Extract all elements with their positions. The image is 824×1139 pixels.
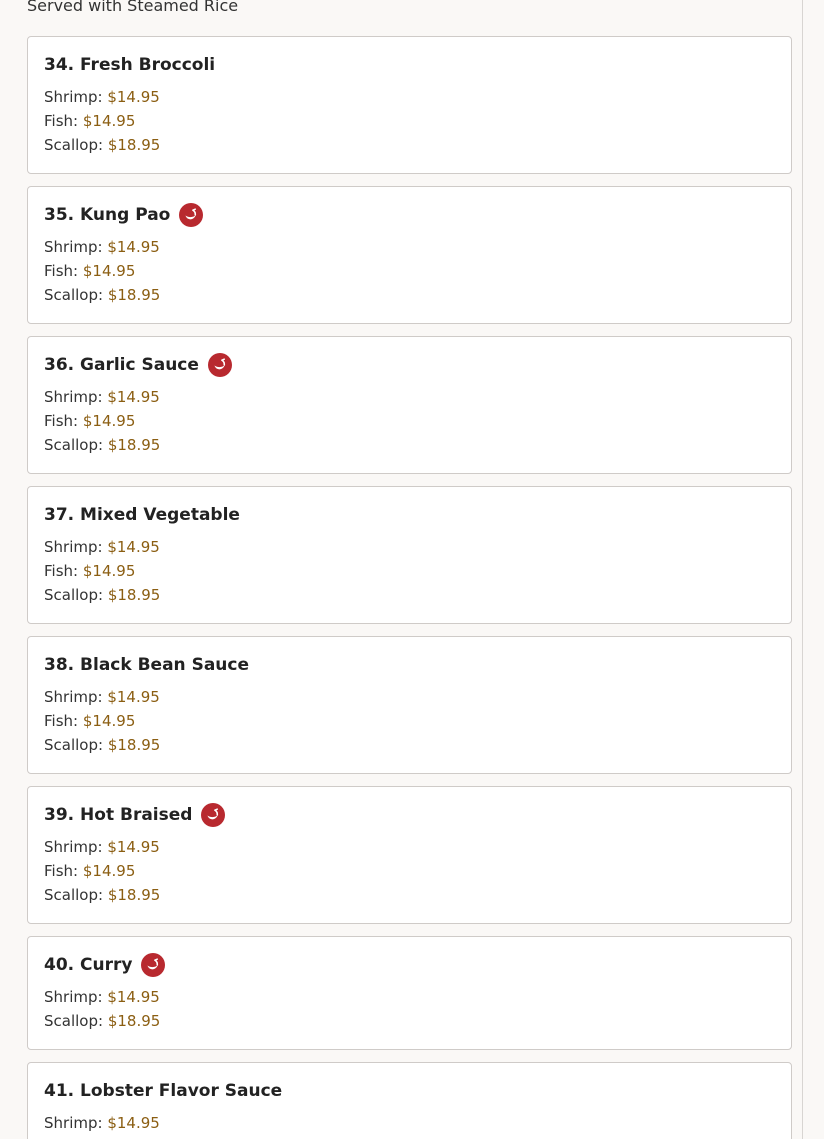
price-label: Shrimp: <box>44 238 103 256</box>
price-row <box>44 835 775 859</box>
menu-item-card[interactable] <box>27 36 792 174</box>
menu-item-card[interactable] <box>27 336 792 474</box>
price-value: $14.95 <box>107 688 160 706</box>
chili-pepper-icon <box>179 203 203 227</box>
price-value: $14.95 <box>107 238 160 256</box>
menu-item-header <box>44 501 775 529</box>
price-row <box>44 685 775 709</box>
price-row <box>44 559 775 583</box>
price-row <box>44 235 775 259</box>
price-row <box>44 259 775 283</box>
price-row <box>44 535 775 559</box>
menu-item-header <box>44 51 775 79</box>
price-value: $14.95 <box>82 862 136 880</box>
price-label: Fish: <box>44 712 79 730</box>
price-label: Fish: <box>44 562 79 580</box>
price-row <box>44 433 775 457</box>
price-row <box>44 1111 775 1135</box>
menu-item-header <box>44 351 775 379</box>
price-label: Shrimp: <box>44 388 103 406</box>
price-label: Scallop: <box>44 1012 104 1030</box>
menu-item-card[interactable] <box>27 936 792 1050</box>
price-value: $18.95 <box>107 886 161 904</box>
menu-item-title: 40. Curry <box>44 955 133 975</box>
chili-pepper-icon <box>141 953 165 977</box>
price-value: $18.95 <box>107 1012 161 1030</box>
menu-item-title: 34. Fresh Broccoli <box>44 55 216 75</box>
menu-item-header <box>44 801 775 829</box>
menu-item-title: 35. Kung Pao <box>44 205 171 225</box>
price-row <box>44 583 775 607</box>
price-row <box>44 985 775 1009</box>
price-value: $14.95 <box>82 112 136 130</box>
price-label: Scallop: <box>44 286 104 304</box>
price-value: $18.95 <box>107 286 161 304</box>
price-label: Fish: <box>44 112 79 130</box>
price-value: $14.95 <box>107 88 160 106</box>
menu-item-title: 41. Lobster Flavor Sauce <box>44 1081 283 1101</box>
price-value: $18.95 <box>107 586 161 604</box>
price-row <box>44 133 775 157</box>
menu-item-title: 37. Mixed Vegetable <box>44 505 240 525</box>
price-row <box>44 109 775 133</box>
menu-item-header <box>44 951 775 979</box>
price-label: Scallop: <box>44 886 104 904</box>
menu-item-card[interactable] <box>27 636 792 774</box>
price-label: Scallop: <box>44 436 104 454</box>
chili-pepper-icon <box>208 353 232 377</box>
menu-item-title: 39. Hot Braised <box>44 805 193 825</box>
price-label: Fish: <box>44 412 79 430</box>
price-row <box>44 85 775 109</box>
price-value: $14.95 <box>107 1114 160 1132</box>
price-row <box>44 883 775 907</box>
menu-item-title: 38. Black Bean Sauce <box>44 655 249 675</box>
menu-item-card[interactable] <box>27 786 792 924</box>
menu-item-list <box>27 36 792 1139</box>
price-label: Scallop: <box>44 736 104 754</box>
price-label: Shrimp: <box>44 838 103 856</box>
price-label: Scallop: <box>44 136 104 154</box>
price-label: Scallop: <box>44 586 104 604</box>
price-label: Shrimp: <box>44 1114 103 1132</box>
price-value: $18.95 <box>107 736 161 754</box>
price-label: Shrimp: <box>44 88 103 106</box>
section-note: Served with Steamed Rice <box>27 0 239 15</box>
price-row <box>44 733 775 757</box>
price-label: Fish: <box>44 262 79 280</box>
price-value: $14.95 <box>107 838 160 856</box>
price-row <box>44 859 775 883</box>
price-row <box>44 1009 775 1033</box>
price-value: $18.95 <box>107 436 161 454</box>
price-row <box>44 709 775 733</box>
price-label: Shrimp: <box>44 988 103 1006</box>
menu-item-card[interactable] <box>27 486 792 624</box>
menu-item-header <box>44 651 775 679</box>
price-label: Shrimp: <box>44 688 103 706</box>
price-value: $14.95 <box>82 262 136 280</box>
price-label: Shrimp: <box>44 538 103 556</box>
price-row <box>44 409 775 433</box>
price-value: $14.95 <box>107 388 160 406</box>
price-value: $14.95 <box>82 712 136 730</box>
price-value: $14.95 <box>107 988 160 1006</box>
menu-item-card[interactable] <box>27 186 792 324</box>
price-row <box>44 283 775 307</box>
price-row <box>44 385 775 409</box>
menu-item-header <box>44 1077 775 1105</box>
menu-item-card[interactable] <box>27 1062 792 1139</box>
chili-pepper-icon <box>201 803 225 827</box>
menu-item-header <box>44 201 775 229</box>
price-value: $14.95 <box>82 412 136 430</box>
price-value: $14.95 <box>82 562 136 580</box>
price-label: Fish: <box>44 862 79 880</box>
menu-item-title: 36. Garlic Sauce <box>44 355 199 375</box>
price-value: $14.95 <box>107 538 160 556</box>
price-value: $18.95 <box>107 136 161 154</box>
